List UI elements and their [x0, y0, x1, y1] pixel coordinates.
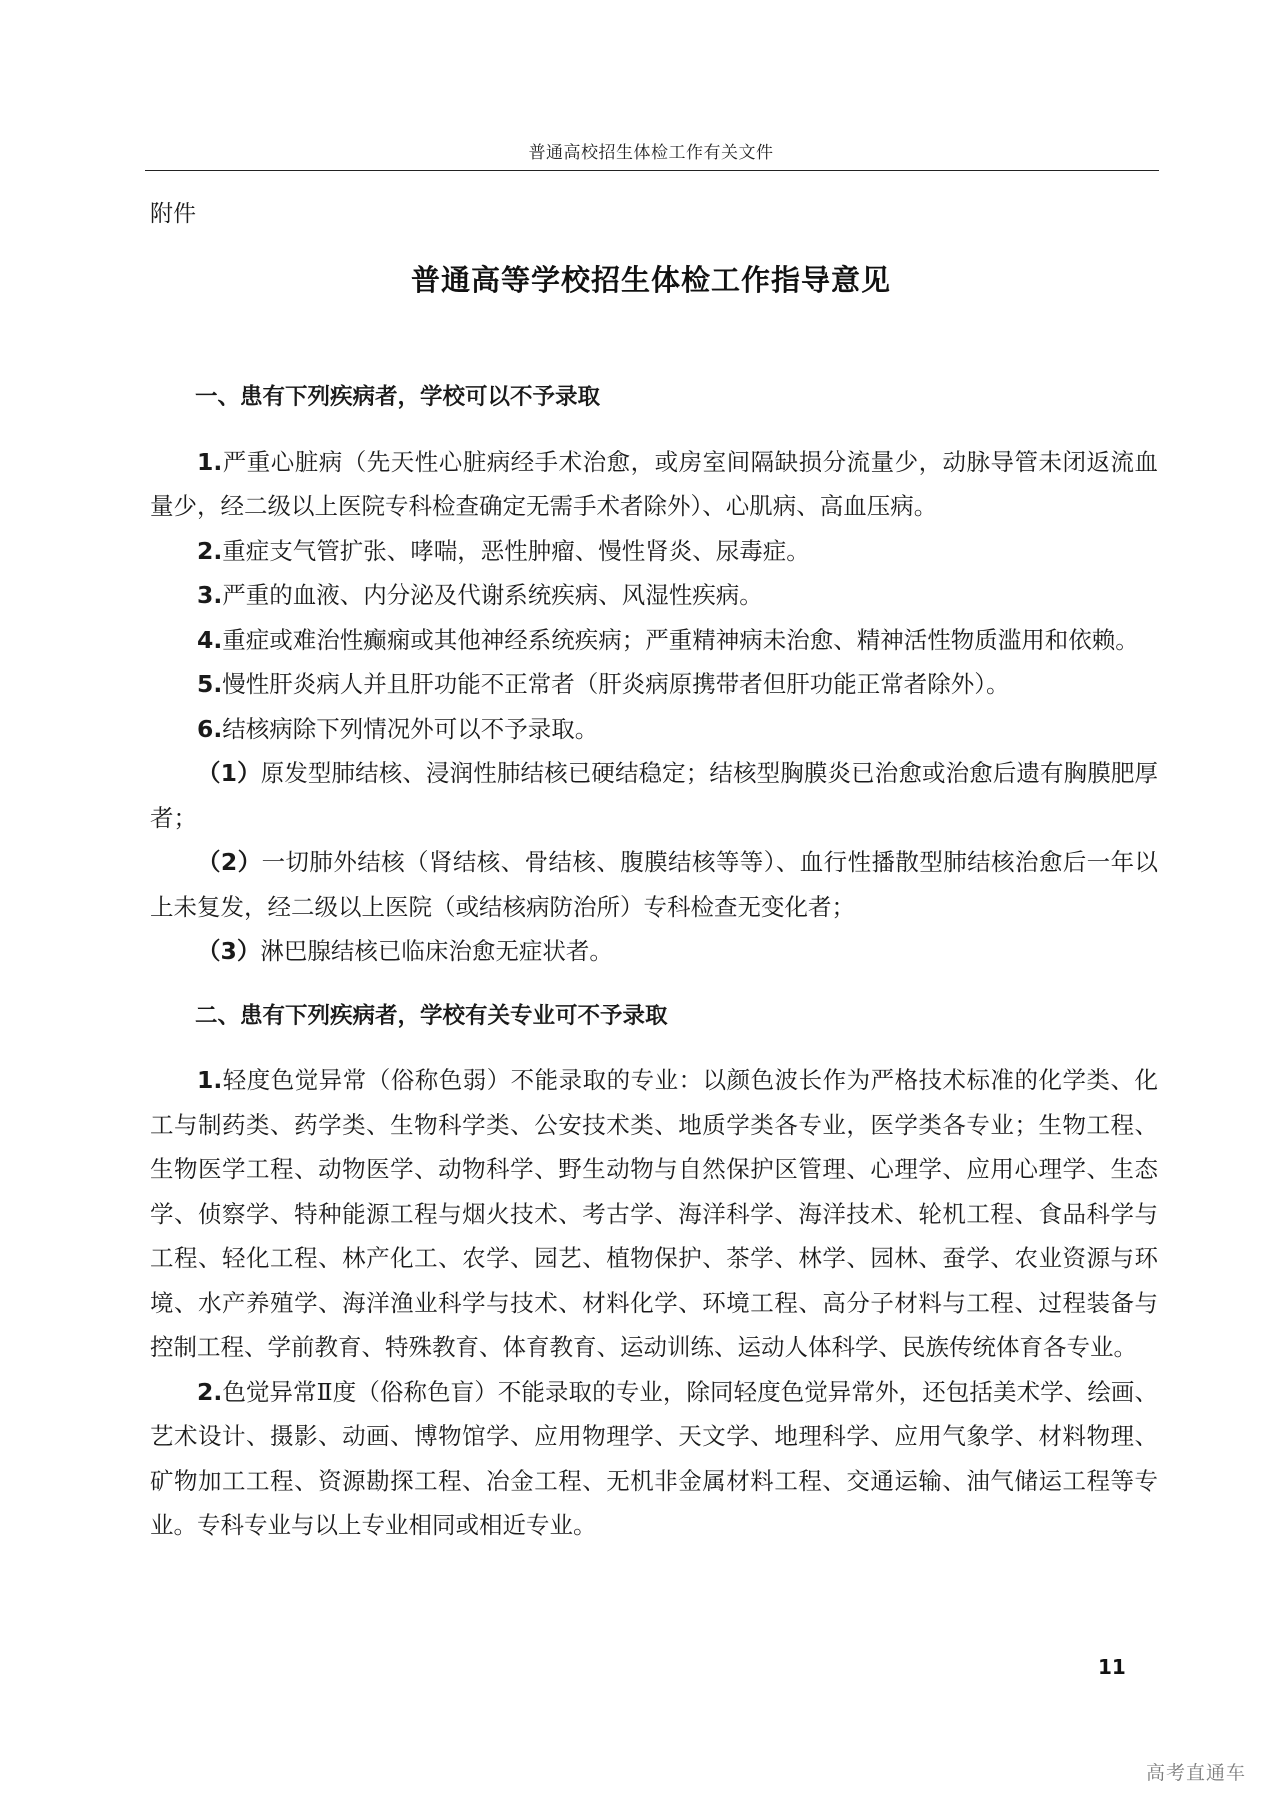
list-item — [150, 662, 1158, 707]
sub-item-number: （2） — [197, 848, 262, 876]
list-item — [150, 440, 1158, 529]
sub-item-text: 一切肺外结核（肾结核、骨结核、腹膜结核等等）、血行性播散型肺结核治愈后一年以上未复发，经二级以上医院（或结核病防治所）专科检查无变化者； — [150, 848, 1159, 921]
running-header: 普通高校招生体检工作有关文件 — [528, 143, 774, 163]
item-text: 重症或难治性癫痫或其他神经系统疾病；严重精神病未治愈、精神活性物质滥用和依赖。 — [222, 625, 1139, 654]
item-text: 色觉异常Ⅱ度（俗称色盲）不能录取的专业，除同轻度色觉异常外，还包括美术学、绘画、艺术设计、摄影、动画、博物馆学、应用物理学、天文学、地理科学、应用气象学、材料物理、矿物加工工程、资源勘探工程、冶金工程、无机非金属材料工程、交通运输、油气储运工程等专业。专科专业与以上专业相同或相近专业。 — [150, 1377, 1158, 1539]
sub-item-text: 原发型肺结核、浸润性肺结核已硬结稳定；结核型胸膜炎已治愈或治愈后遗有胸膜肥厚者； — [150, 759, 1158, 832]
item-number: 4. — [197, 625, 223, 654]
item-number: 6. — [197, 714, 223, 743]
item-number: 3. — [197, 581, 223, 609]
sub-list-item — [150, 929, 1158, 974]
sub-list-item — [150, 840, 1158, 929]
item-text: 严重心脏病（先天性心脏病经手术治愈，或房室间隔缺损分流量少，动脉导管未闭返流血量少，经二级以上医院专科检查确定无需手术者除外）、心肌病、高血压病。 — [150, 447, 1158, 520]
list-item — [150, 707, 1158, 752]
sub-item-number: （3） — [197, 937, 261, 965]
attachment-label: 附件 — [150, 201, 196, 227]
document-title: 普通高等学校招生体检工作指导意见 — [410, 263, 891, 297]
item-number: 1. — [197, 1066, 223, 1094]
item-number: 2. — [197, 1377, 223, 1406]
item-text: 慢性肝炎病人并且肝功能不正常者（肝炎病原携带者但肝功能正常者除外）。 — [222, 670, 1010, 698]
item-text: 重症支气管扩张、哮喘，恶性肿瘤、慢性肾炎、尿毒症。 — [222, 536, 810, 565]
section-heading-1: 一、患有下列疾病者，学校可以不予录取 — [195, 384, 601, 410]
list-item — [150, 1370, 1158, 1548]
page-number: 11 — [1098, 1655, 1126, 1679]
item-text: 轻度色觉异常（俗称色弱）不能录取的专业：以颜色波长作为严格技术标准的化学类、化工与制药类、药学类、生物科学类、公安技术类、地质学类各专业，医学类各专业；生物工程、生物医学工程、动物医学、动物科学、野生动物与自然保护区管理、心理学、应用心理学、生态学、侦察学、特种能源工程与烟火技术、考古学、海洋科学、海洋技术、轮机工程、食品科学与工程、轻化工程、林产化工、农学、园艺、植物保护、茶学、林学、园林、蚕学、农业资源与环境、水产养殖学、海洋渔业科学与技术、材料化学、环境工程、高分子材料与工程、过程装备与控制工程、学前教育、特殊教育、体育教育、运动训练、运动人体科学、民族传统体育各专业。 — [150, 1066, 1158, 1361]
document-body — [150, 375, 1158, 1548]
sub-item-number: （1） — [197, 759, 261, 787]
item-number: 2. — [197, 536, 223, 565]
sub-list-item — [150, 751, 1158, 840]
watermark: 高考直通车 — [1145, 1762, 1246, 1784]
list-item — [150, 573, 1158, 618]
list-item — [150, 529, 1158, 574]
header-rule — [145, 170, 1159, 171]
sub-item-text: 淋巴腺结核已临床治愈无症状者。 — [260, 937, 613, 965]
list-item — [150, 1058, 1158, 1370]
section-heading-2: 二、患有下列疾病者，学校有关专业可不予录取 — [195, 1002, 668, 1029]
item-number: 1. — [197, 447, 223, 476]
item-text: 严重的血液、内分泌及代谢系统疾病、风湿性疾病。 — [222, 581, 763, 609]
list-item — [150, 618, 1158, 663]
item-text: 结核病除下列情况外可以不予录取。 — [222, 714, 599, 743]
item-number: 5. — [197, 670, 223, 698]
